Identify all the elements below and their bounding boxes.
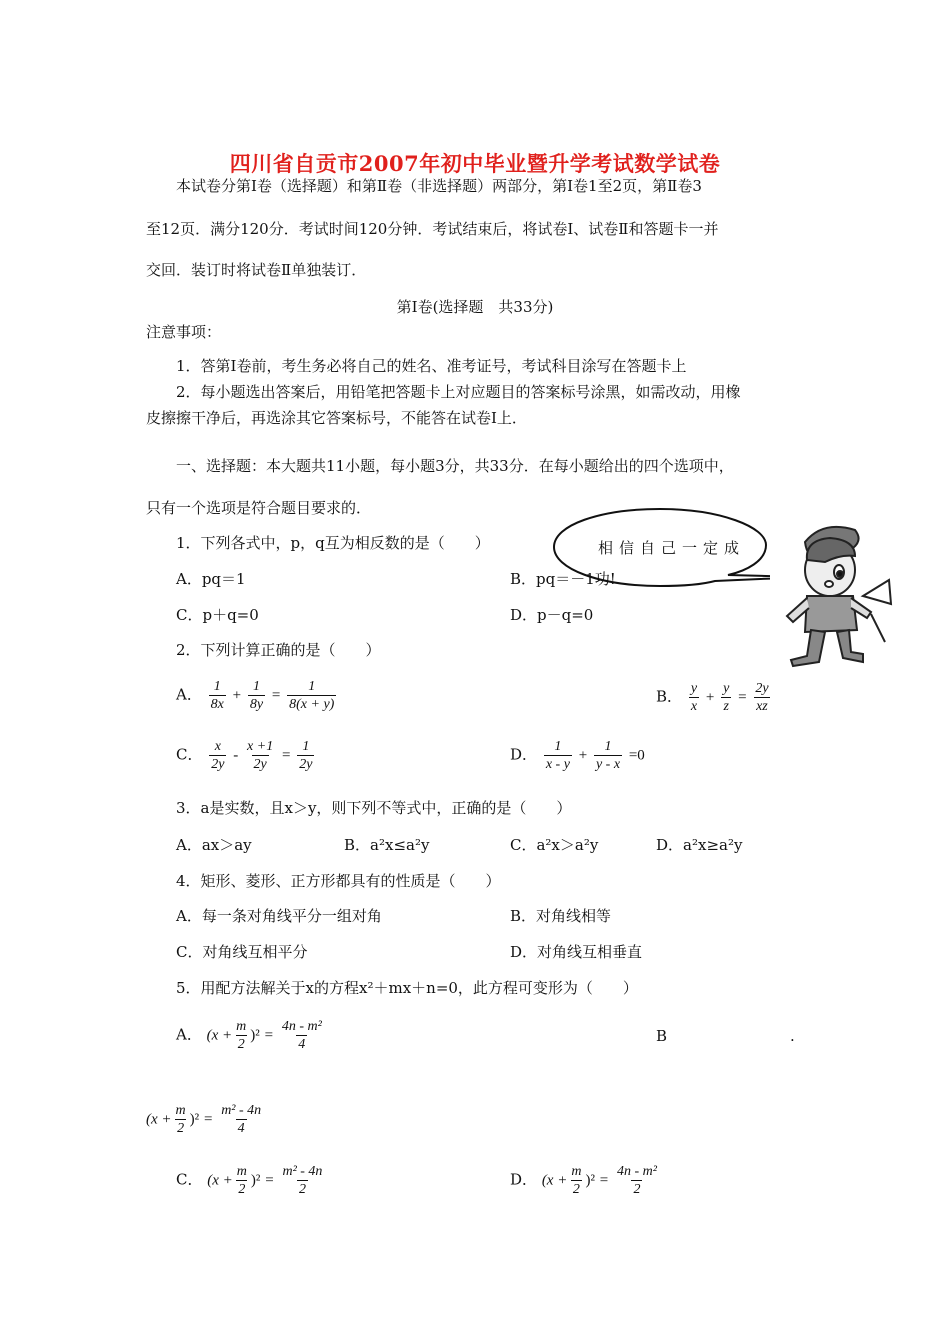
q3-option-c: C．a²x＞a²y bbox=[510, 836, 599, 854]
fraction: $\frac{1}{8x}$ bbox=[210, 679, 224, 712]
fraction: $\frac{\text{m² - 4n}}{2}$ bbox=[282, 1164, 323, 1197]
q5-b-dot: . bbox=[790, 1027, 795, 1045]
expr: )² bbox=[585, 1172, 595, 1189]
q4-option-b: B．对角线相等 bbox=[510, 907, 612, 925]
fraction: $\frac{2y}{xz}$ bbox=[755, 681, 769, 714]
operator: + bbox=[705, 689, 715, 706]
q3-option-a: A．ax＞ay bbox=[176, 836, 252, 854]
section1-line-1: 一、选择题：本大题共11小题，每小题3分，共33分．在每小题给出的四个选项中， bbox=[176, 457, 734, 475]
q3-option-d: D．a²x≥a²y bbox=[656, 836, 743, 854]
q1-option-a: A．pq＝1 bbox=[176, 570, 246, 588]
q5-b-label: B bbox=[656, 1027, 668, 1045]
equals: = bbox=[271, 687, 281, 704]
q2-c-label: C． bbox=[176, 745, 203, 764]
fraction: $\frac{y}{z}$ bbox=[723, 681, 730, 714]
q5-a-label: A． bbox=[176, 1025, 202, 1044]
fraction: $\frac{1}{y - x}$ bbox=[595, 739, 621, 772]
equals: = bbox=[264, 1027, 274, 1044]
fraction: $\frac{y}{x}$ bbox=[690, 681, 698, 714]
expr: )² bbox=[250, 1172, 261, 1189]
notes-heading: 注意事项： bbox=[146, 323, 222, 341]
q3-stem: 3．a是实数，且x＞y，则下列不等式中，正确的是（ ） bbox=[176, 799, 572, 817]
expr: (x + bbox=[541, 1172, 568, 1189]
intro-line-1: 本试卷分第Ⅰ卷（选择题）和第Ⅱ卷（非选择题）两部分，第Ⅰ卷1至2页，第Ⅱ卷3 bbox=[176, 177, 702, 195]
equals: =0 bbox=[628, 747, 645, 764]
q2-d-label: D． bbox=[510, 745, 538, 764]
q1-option-c: C．p＋q=0 bbox=[176, 606, 259, 624]
q2-option-a bbox=[176, 678, 338, 713]
fraction: $\frac{m}{2}$ bbox=[236, 1019, 247, 1052]
q5-option-b bbox=[146, 1102, 265, 1137]
bubble-text: 相信自己一定成 bbox=[598, 539, 746, 557]
q3-option-b: B．a²x≤a²y bbox=[344, 836, 430, 854]
equals: = bbox=[265, 1172, 274, 1189]
fraction: $\frac{1}{2y}$ bbox=[299, 739, 313, 772]
expr: (x + bbox=[146, 1111, 172, 1128]
q2-option-b bbox=[656, 680, 773, 715]
operator: + bbox=[578, 747, 588, 764]
q4-option-d: D．对角线互相垂直 bbox=[510, 943, 643, 961]
fraction: $\frac{\text{4n - m²}}{4}$ bbox=[281, 1019, 322, 1052]
q4-option-a: A．每一条对角线平分一组对角 bbox=[176, 907, 382, 925]
q5-d-label: D． bbox=[510, 1170, 538, 1189]
fraction: $\frac{x +1}{2y}$ bbox=[247, 739, 274, 772]
intro-line-3: 交回．装订时将试卷Ⅱ单独装订． bbox=[146, 261, 367, 279]
fraction: $\frac{1}{8y}$ bbox=[249, 679, 264, 712]
expr: )² bbox=[189, 1111, 200, 1128]
operator: - bbox=[233, 747, 239, 764]
expr: (x + bbox=[206, 1027, 233, 1044]
expr: (x + bbox=[207, 1172, 233, 1189]
fraction: $\frac{m}{2}$ bbox=[175, 1103, 186, 1136]
q5-option-a bbox=[176, 1018, 326, 1053]
page-title: 四川省自贡市2007年初中毕业暨升学考试数学试卷 bbox=[229, 151, 721, 176]
q1-stem: 1．下列各式中，p，q互为相反数的是（ ） bbox=[176, 534, 490, 552]
note-2: 2．每小题选出答案后，用铅笔把答题卡上对应题目的答案标号涂黑，如需改动，用橡 bbox=[176, 383, 741, 401]
fraction: $\frac{1}{x - y}$ bbox=[545, 739, 570, 772]
fraction: $\frac{m}{2}$ bbox=[571, 1164, 582, 1197]
q5-option-d bbox=[510, 1163, 661, 1198]
intro-line-2: 至12页．满分120分．考试时间120分钟．考试结束后，将试卷Ⅰ、试卷Ⅱ和答题卡一并 bbox=[146, 220, 719, 238]
expr: )² bbox=[250, 1027, 260, 1044]
note-1: 1．答第Ⅰ卷前，考生务必将自己的姓名、准考证号，考试科目涂写在答题卡上 bbox=[176, 357, 687, 375]
q1-option-b: B．pq＝－1功! bbox=[510, 570, 616, 588]
equals: = bbox=[599, 1172, 609, 1189]
equals: = bbox=[203, 1111, 213, 1128]
q2-option-c bbox=[176, 738, 316, 773]
q5-stem: 5．用配方法解关于x的方程x²＋mx＋n=0，此方程可变形为（ ） bbox=[176, 979, 638, 997]
equals: = bbox=[282, 747, 291, 764]
q4-option-c: C．对角线互相平分 bbox=[176, 943, 308, 961]
q2-b-label: B． bbox=[656, 687, 683, 706]
note-3: 皮擦擦干净后，再选涂其它答案标号，不能答在试卷Ⅰ上． bbox=[146, 409, 527, 427]
q2-option-d bbox=[510, 738, 645, 773]
fraction: $\frac{1}{8(x + y)}$ bbox=[289, 679, 335, 712]
operator: + bbox=[232, 687, 242, 704]
fraction: $\frac{m}{2}$ bbox=[236, 1164, 247, 1197]
section1-line-2: 只有一个选项是符合题目要求的． bbox=[146, 499, 372, 517]
part1-heading: 第Ⅰ卷(选择题 共33分) bbox=[396, 298, 554, 316]
q5-option-c bbox=[176, 1163, 326, 1198]
fraction: $\frac{\text{m² - 4n}}{4}$ bbox=[221, 1103, 262, 1136]
equals: = bbox=[738, 689, 747, 706]
q1-option-d: D．p－q=0 bbox=[510, 606, 594, 624]
fraction: $\frac{\text{4n - m²}}{2}$ bbox=[617, 1164, 657, 1197]
fraction: $\frac{x}{2y}$ bbox=[211, 739, 225, 772]
q2-a-label: A． bbox=[176, 685, 202, 704]
q2-stem: 2．下列计算正确的是（ ） bbox=[176, 641, 381, 659]
cartoon-boy-illustration bbox=[785, 520, 895, 670]
q4-stem: 4．矩形、菱形、正方形都具有的性质是（ ） bbox=[176, 872, 501, 890]
q5-c-label: C． bbox=[176, 1170, 203, 1189]
